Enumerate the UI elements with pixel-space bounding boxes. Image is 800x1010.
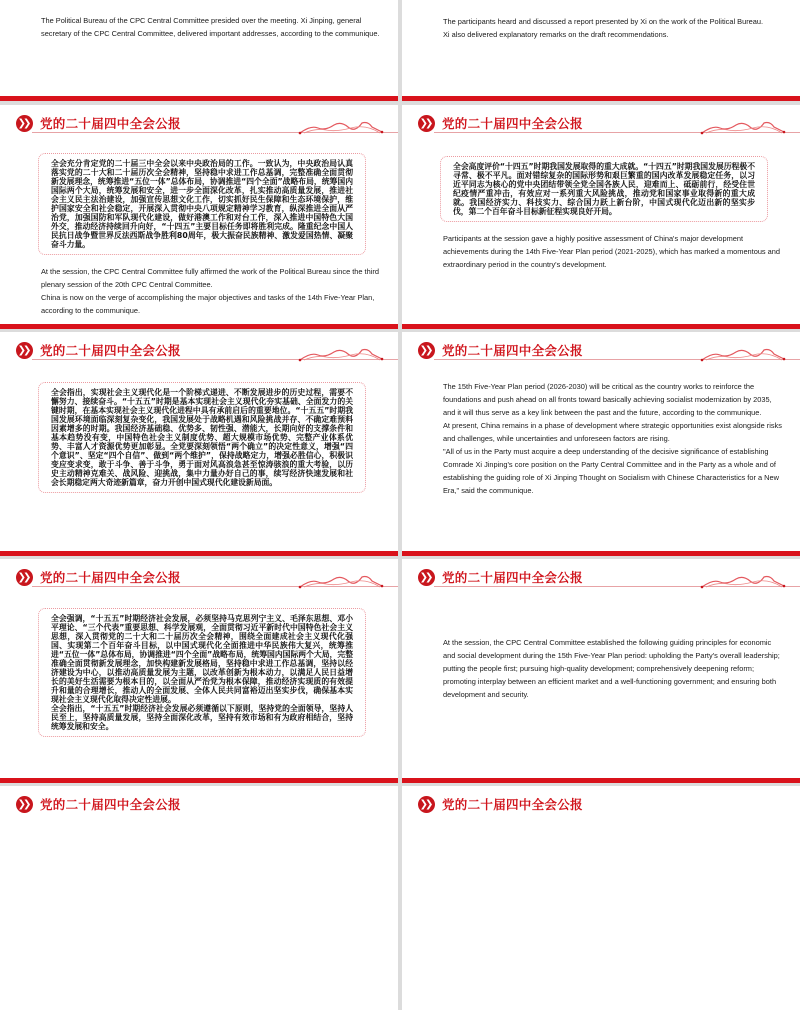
english-paragraph: Participants at the session gave a highly positive assessment of China's major development achievements during the 14th Five-Year Plan period (2021-2025), which has marked a momentous and extraordinary period in the country's development. <box>443 234 781 269</box>
slide-bottom-bar <box>402 778 800 783</box>
double-chevron-right-icon: ❯❯ <box>418 569 435 586</box>
slide-bottom-bar <box>0 96 398 101</box>
slide-6 <box>402 332 800 556</box>
english-paragraph: Xi also delivered explanatory remarks on the draft recommendations. <box>443 30 669 39</box>
slide-bottom-bar <box>0 778 398 783</box>
slide-bottom-bar <box>402 324 800 329</box>
slide-4 <box>402 105 800 329</box>
great-wall-icon <box>296 573 386 589</box>
slide-title: 党的二十届四中全会公报 <box>40 343 181 358</box>
slide-title: 党的二十届四中全会公报 <box>442 797 583 812</box>
english-text <box>41 265 381 317</box>
great-wall-icon <box>698 573 788 589</box>
slide-bottom-bar <box>402 551 800 556</box>
great-wall-icon <box>296 346 386 362</box>
double-chevron-right-icon: ❯❯ <box>418 342 435 359</box>
chinese-text-box <box>38 608 366 737</box>
english-text <box>443 636 783 701</box>
english-text <box>443 15 783 41</box>
double-chevron-right-icon: ❯❯ <box>16 115 33 132</box>
double-chevron-right-icon: ❯❯ <box>16 796 33 813</box>
slide-bottom-bar <box>402 96 800 101</box>
great-wall-icon <box>698 346 788 362</box>
slide-9 <box>0 786 398 1010</box>
double-chevron-right-icon: ❯❯ <box>16 342 33 359</box>
great-wall-icon <box>698 119 788 135</box>
slide-title: 党的二十届四中全会公报 <box>442 116 583 131</box>
english-paragraph: The participants heard and discussed a report presented by Xi on the work of the Political Bureau. <box>443 17 764 26</box>
slide-title: 党的二十届四中全会公报 <box>40 116 181 131</box>
slide-title: 党的二十届四中全会公报 <box>40 570 181 585</box>
slide-7 <box>0 559 398 783</box>
english-paragraph: The Political Bureau of the CPC Central Committee presided over the meeting. Xi Jinping, general secretary of the CPC Central Committee, delivered important addresses, according to the communique. <box>41 16 380 38</box>
english-paragraph: China is now on the verge of accomplishing the major objectives and tasks of the 14th Five-Year Plan, according to the communique. <box>41 293 375 315</box>
slide-3 <box>0 105 398 329</box>
great-wall-icon <box>296 119 386 135</box>
double-chevron-right-icon: ❯❯ <box>418 115 435 132</box>
chinese-text-box: 全会高度评价“十四五”时期我国发展取得的重大成就。“十四五”时期我国发展历程极不寻常、极不平凡。面对错综复杂的国际形势和艰巨繁重的国内改革发展稳定任务，以习近平同志为核心的党中央团结带领全党全国各族人民，迎难而上、砥砺前行，经受住世纪疫情严重冲击，有效应对一系列重大风险挑战，推动党和国家事业取得新的重大成就。我国经济实力、科技实力、综合国力跃上新台阶，中国式现代化迈出新的坚实步伐，第二个百年奋斗目标新征程实现良好开局。 <box>440 156 768 222</box>
slide-5 <box>0 332 398 556</box>
slide-8 <box>402 559 800 783</box>
slide-2 <box>402 0 800 101</box>
slide-title: 党的二十届四中全会公报 <box>442 343 583 358</box>
english-paragraph: "All of us in the Party must acquire a deep understanding of the decisive significance of establishing Comrade Xi Jinping's core position on the Party Central Committee and in the Party as a whole and of establishing the guiding role of Xi Jinping Thought on Socialism with Chinese Characteristics for a New Era," said the communique. <box>443 447 779 495</box>
slide-bottom-bar <box>0 551 398 556</box>
double-chevron-right-icon: ❯❯ <box>16 569 33 586</box>
english-text <box>41 14 381 40</box>
english-paragraph: At the session, the CPC Central Committee established the following guiding principles for economic and social development during the 15th Five-Year Plan period: upholding the Party's overall leadership; putting the people first; pursuing high-quality development; comprehensively deepening reform; promoting interplay between an efficient market and a well-functioning government; and ensuring both development and security. <box>443 638 780 699</box>
chinese-text-box: 全会指出，实现社会主义现代化是一个阶梯式递进、不断发展进步的历史过程，需要不懈努力、接续奋斗。“十五五”时期是基本实现社会主义现代化夯实基础、全面发力的关键时期，在基本实现社会主义现代化进程中具有承前启后的重要地位。“十五五”时期我国发展环境面临深刻复杂变化，我国发展处于战略机遇和风险挑战并存、不确定难预料因素增多的时期。我国经济基础稳、优势多、韧性强、潜能大，长期向好的支撑条件和基本趋势没有变，中国特色社会主义制度优势、超大规模市场优势、完整产业体系优势、丰富人才资源优势更加彰显。全党要深刻领悟“两个确立”的决定性意义，增强“四个意识”、坚定“四个自信”、做到“两个维护”，保持战略定力，增强必胜信心，积极识变应变求变，敢于斗争、善于斗争，勇于面对风高浪急甚至惊涛骇浪的重大考验，以历史主动精神克难关、战风险、迎挑战，集中力量办好自己的事，续写经济快速发展和社会长期稳定两大奇迹新篇章，奋力开创中国式现代化建设新局面。 <box>38 382 366 493</box>
chinese-text-box: 全会充分肯定党的二十届三中全会以来中央政治局的工作。一致认为，中央政治局认真落实党的二十大和二十届历次全会精神，坚持稳中求进工作总基调，完整准确全面贯彻新发展理念，统筹推进“五位一体”总体布局，协调推进“四个全面”战略布局，统筹国内国际两个大局，统筹发展和安全，进一步全面深化改革，扎实推动高质量发展，推进社会主义民主法治建设，加强宣传思想文化工作，切实抓好民生保障和生态环境保护，维护国家安全和社会稳定，开展深入贯彻中央八项规定精神学习教育，纵深推进全面从严治党，加强国防和军队现代化建设，做好港澳工作和对台工作，深入推进中国特色大国外交，推动经济持续回升向好，“十四五”主要目标任务即将胜利完成。隆重纪念中国人民抗日战争暨世界反法西斯战争胜利80周年，极大振奋民族精神、激发爱国热情、凝聚奋斗力量。 <box>38 153 366 255</box>
english-paragraph: At the session, the CPC Central Committee fully affirmed the work of the Political Bureau since the third plenary session of the 20th CPC Central Committee. <box>41 267 379 289</box>
slide-10 <box>402 786 800 1010</box>
english-text <box>443 380 783 497</box>
slide-bottom-bar <box>0 324 398 329</box>
english-paragraph: At present, China remains in a phase of development where strategic opportunities exist alongside risks and challenges, while uncertainties and unforeseen factors are rising. <box>443 421 782 443</box>
chinese-paragraph: 全会指出，“十五五”时期经济社会发展必须遵循以下原则，坚持党的全面领导，坚持人民至上，坚持高质量发展，坚持全面深化改革，坚持有效市场和有为政府相结合，坚持统筹发展和安全。 <box>51 704 353 731</box>
double-chevron-right-icon: ❯❯ <box>418 796 435 813</box>
slide-1 <box>0 0 398 101</box>
slide-title: 党的二十届四中全会公报 <box>40 797 181 812</box>
chinese-paragraph: 全会强调，“十五五”时期经济社会发展，必须坚持马克思列宁主义、毛泽东思想、邓小平理论、“三个代表”重要思想、科学发展观，全面贯彻习近平新时代中国特色社会主义思想，深入贯彻党的二十大和二十届历次全会精神，围绕全面建成社会主义现代化强国、实现第二个百年奋斗目标，以中国式现代化全面推进中华民族伟大复兴，统筹推进“五位一体”总体布局，协调推进“四个全面”战略布局，统筹国内国际两个大局，完整准确全面贯彻新发展理念，加快构建新发展格局，坚持稳中求进工作总基调，坚持以经济建设为中心，以推动高质量发展为主题，以改革创新为根本动力，以满足人民日益增长的美好生活需要为根本目的，以全面从严治党为根本保障，推动经济实现质的有效提升和量的合理增长，推动人的全面发展、全体人民共同富裕迈出坚实步伐，确保基本实现社会主义现代化取得决定性进展。 <box>51 614 353 704</box>
english-paragraph: The 15th Five-Year Plan period (2026-2030) will be critical as the country works to reinforce the foundations and push ahead on all fronts toward basically achieving socialist modernization by 2035, and it will thus serve as a key link between the past and the future, according to the communique. <box>443 382 772 417</box>
slide-title: 党的二十届四中全会公报 <box>442 570 583 585</box>
english-text <box>443 232 783 271</box>
